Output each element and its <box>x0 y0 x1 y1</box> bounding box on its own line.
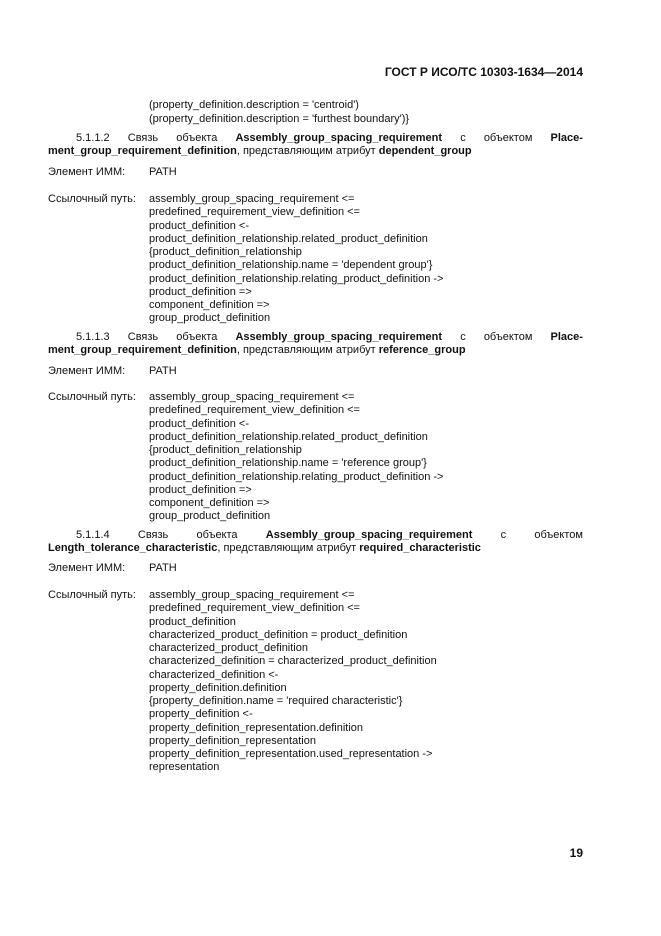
reference-path <box>149 589 437 775</box>
path-line: {property_definition.name = 'required characteristic'} <box>149 695 403 707</box>
path-label: Ссылочный путь: <box>48 391 136 403</box>
path-line: (property_definition.description = 'furthest boundary')} <box>149 112 410 125</box>
element-row <box>48 166 177 179</box>
path-line: property_definition_representation.used_representation -> <box>149 748 433 760</box>
heading-word: объектом <box>483 331 533 343</box>
path-line: property_definition.definition <box>149 681 287 694</box>
reference-path <box>149 193 443 326</box>
element-label: Элемент ИММ: <box>48 365 126 377</box>
path-line: predefined_requirement_view_definition <= <box>149 206 360 219</box>
path-line: (property_definition.description = 'centroid') <box>149 99 359 111</box>
path-line: predefined_requirement_view_definition <= <box>149 404 360 417</box>
path-line: assembly_group_spacing_requirement <= <box>149 589 355 601</box>
target-entity: ment_group_requirement_definition <box>48 145 237 158</box>
path-line: product_definition_relationship.relating_product_definition -> <box>149 272 444 285</box>
path-line: product_definition <- <box>149 219 249 232</box>
entity-name: Assembly_group_spacing_requirement <box>235 132 443 144</box>
element-value: PATH <box>149 365 177 377</box>
path-line: group_product_definition <box>149 312 271 325</box>
reference-path <box>149 391 443 524</box>
path-line: {product_definition_relationship <box>149 246 302 258</box>
path-line: property_definition <- <box>149 708 253 721</box>
path-line: characterized_product_definition = product_definition <box>149 628 408 641</box>
heading-word: с <box>460 331 466 343</box>
heading-word: объектом <box>534 529 583 541</box>
heading-text: , представляющим атрибут <box>236 344 379 357</box>
path-line: {product_definition_relationship <box>149 444 302 456</box>
heading-word: объекта <box>196 529 238 541</box>
path-line: product_definition => <box>149 483 252 496</box>
attribute-name: required_characteristic <box>359 542 481 555</box>
target-entity: Length_tolerance_characteristic <box>48 542 218 555</box>
path-label: Ссылочный путь: <box>48 193 136 205</box>
attribute-name: reference_group <box>378 344 466 357</box>
path-label: Ссылочный путь: <box>48 589 136 601</box>
path-line: product_definition <box>149 615 236 628</box>
heading-word: Связь <box>127 132 159 144</box>
document-header: ГОСТ Р ИСО/ТС 10303-1634—2014 <box>384 65 583 79</box>
path-line: product_definition <- <box>149 417 249 430</box>
path-line: product_definition_relationship.name = 'dependent group'} <box>149 259 433 272</box>
section-heading <box>48 529 583 556</box>
path-line: product_definition_relationship.relating_product_definition -> <box>149 470 444 483</box>
path-line: property_definition_representation.definition <box>149 721 364 734</box>
path-line: characterized_definition <- <box>149 668 279 681</box>
element-row <box>48 562 177 575</box>
path-line: group_product_definition <box>149 510 271 523</box>
continuation-block <box>149 99 409 126</box>
path-line: component_definition => <box>149 497 270 509</box>
target-entity-part: Place- <box>550 132 583 144</box>
element-row <box>48 365 177 378</box>
path-line: product_definition_relationship.related_product_definition <box>149 430 428 443</box>
path-line: assembly_group_spacing_requirement <= <box>149 193 355 205</box>
path-line: product_definition => <box>149 285 252 298</box>
section-number: 5.1.1.3 <box>76 331 110 343</box>
path-line: product_definition_relationship.related_product_definition <box>149 232 428 245</box>
path-line: representation <box>149 761 220 774</box>
path-line: assembly_group_spacing_requirement <= <box>149 391 355 403</box>
element-label: Элемент ИММ: <box>48 166 126 178</box>
heading-word: объектом <box>483 132 533 144</box>
section-heading <box>48 331 583 358</box>
section-heading <box>48 132 583 159</box>
element-value: PATH <box>149 562 177 574</box>
path-line: characterized_product_definition <box>149 642 308 654</box>
path-line: characterized_definition = characterized_product_definition <box>149 655 437 668</box>
element-value: PATH <box>149 166 177 178</box>
page-number: 19 <box>569 846 583 860</box>
section-number: 5.1.1.2 <box>76 132 110 144</box>
heading-word: с <box>500 529 507 541</box>
heading-text: , представляющим атрибут <box>236 145 379 158</box>
heading-word: с <box>460 132 466 144</box>
path-line: property_definition_representation <box>149 734 316 747</box>
section-number: 5.1.1.4 <box>76 529 110 541</box>
heading-word: Связь <box>137 529 169 541</box>
heading-text: , представляющим атрибут <box>217 542 360 555</box>
element-label: Элемент ИММ: <box>48 562 126 574</box>
path-line: component_definition => <box>149 299 270 311</box>
heading-word: объекта <box>176 331 218 343</box>
heading-word: Связь <box>127 331 159 343</box>
entity-name: Assembly_group_spacing_requirement <box>265 529 473 541</box>
target-entity: ment_group_requirement_definition <box>48 344 237 357</box>
path-line: predefined_requirement_view_definition <= <box>149 602 360 615</box>
target-entity-part: Place- <box>550 331 583 343</box>
heading-word: объекта <box>176 132 218 144</box>
path-line: product_definition_relationship.name = 'reference group'} <box>149 457 427 470</box>
attribute-name: dependent_group <box>378 145 472 158</box>
entity-name: Assembly_group_spacing_requirement <box>235 331 443 343</box>
